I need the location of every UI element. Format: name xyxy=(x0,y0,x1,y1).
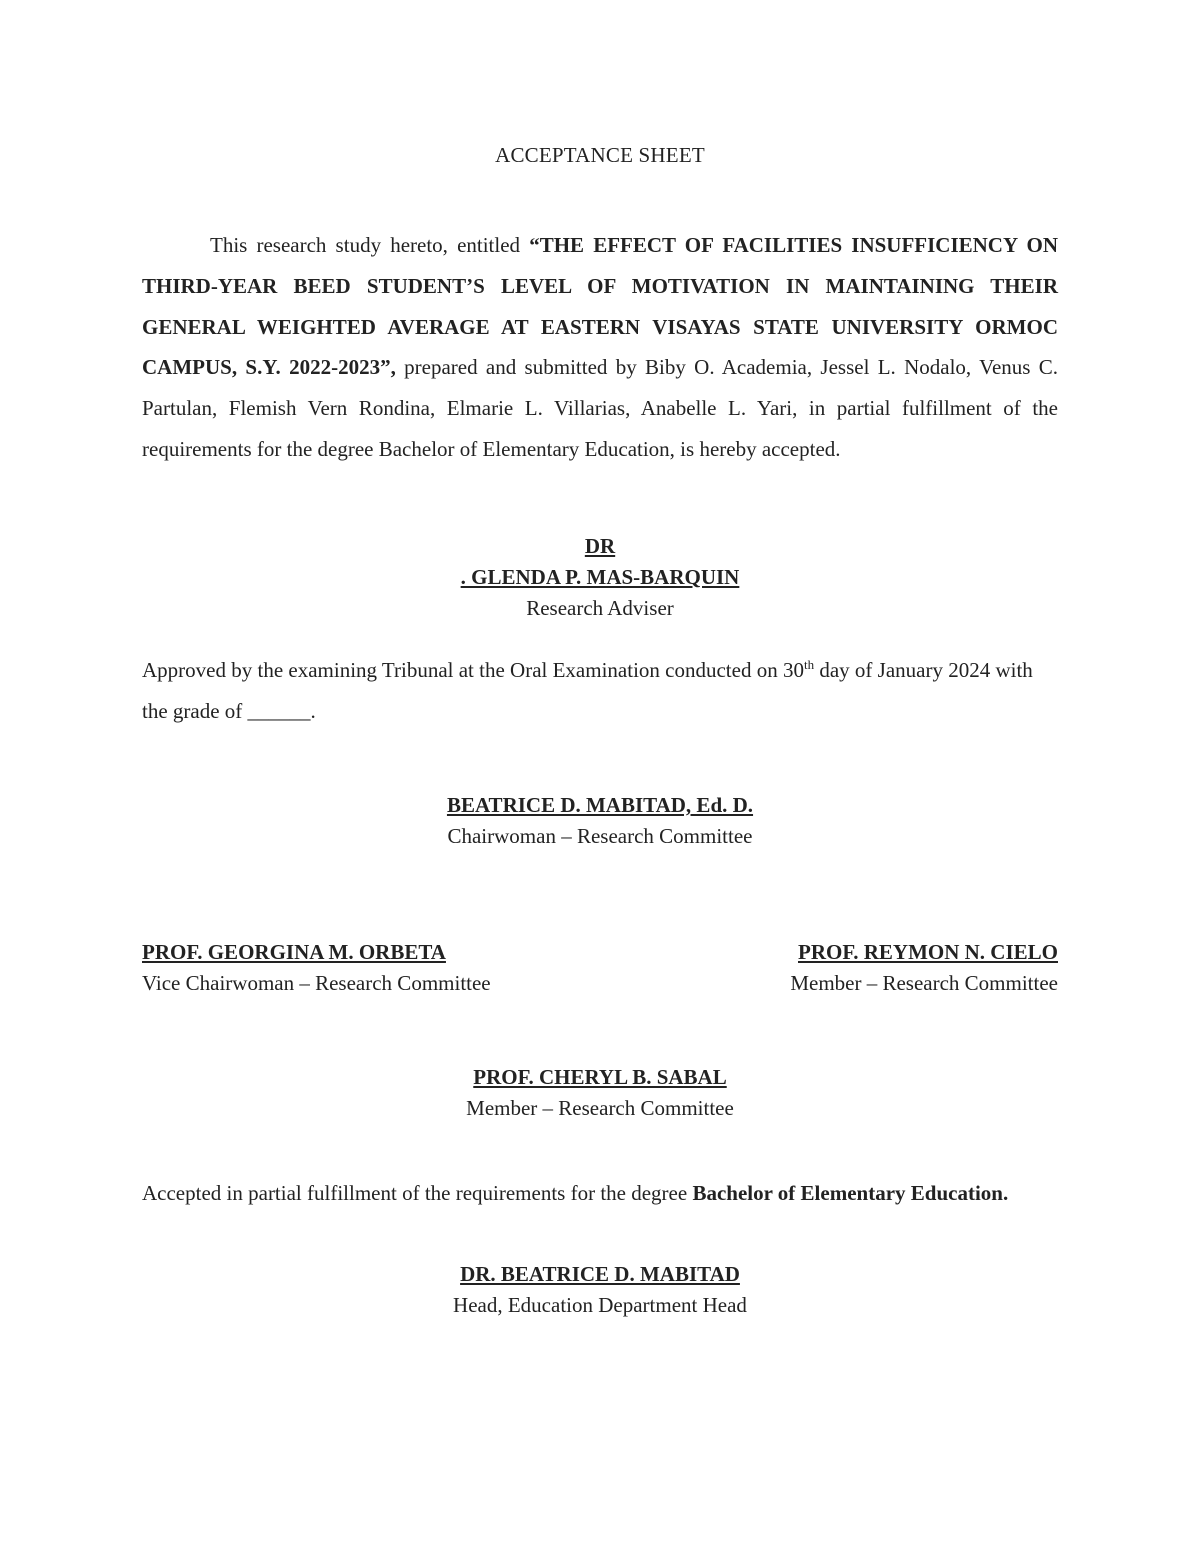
member-name-2: PROF. CHERYL B. SABAL xyxy=(473,1065,727,1089)
member-role: Member – Research Committee xyxy=(790,971,1058,995)
member-role-2: Member – Research Committee xyxy=(466,1096,734,1120)
approval-text-before: Approved by the examining Tribunal at the Oral Examination conducted on 30 xyxy=(142,658,804,682)
member-signature-block-2 xyxy=(0,1062,1200,1124)
grade-blank: ______ xyxy=(247,698,311,723)
statement-lead: This research study hereto, entitled xyxy=(210,233,530,257)
chairwoman-role: Chairwoman – Research Committee xyxy=(447,824,753,848)
page-title: ACCEPTANCE SHEET xyxy=(495,143,705,167)
vice-chairwoman-name: PROF. GEORGINA M. ORBETA xyxy=(142,940,446,964)
department-head-name: DR. BEATRICE D. MABITAD xyxy=(460,1262,740,1286)
acceptance-statement xyxy=(142,225,1058,470)
vice-chairwoman-signature-block xyxy=(142,937,491,999)
fulfillment-text: Accepted in partial fulfillment of the requirements for the degree xyxy=(142,1181,693,1205)
date-superscript: th xyxy=(803,657,815,672)
member-signature-block xyxy=(790,937,1058,999)
member-name: PROF. REYMON N. CIELO xyxy=(798,940,1058,964)
adviser-role: Research Adviser xyxy=(526,596,674,620)
acceptance-fulfillment-statement xyxy=(142,1173,1058,1214)
department-head-role: Head, Education Department Head xyxy=(453,1293,747,1317)
adviser-signature-block xyxy=(0,531,1200,624)
chairwoman-name: BEATRICE D. MABITAD, Ed. D. xyxy=(446,793,754,817)
adviser-name-line2: . GLENDA P. MAS-BARQUIN xyxy=(460,565,740,589)
degree-name: Bachelor of Elementary Education. xyxy=(692,1181,1009,1205)
approval-text-after: day of January 2024 with the grade of xyxy=(142,658,1033,723)
adviser-name-line1: DR xyxy=(584,534,616,558)
vice-chairwoman-role: Vice Chairwoman – Research Committee xyxy=(142,971,491,995)
study-title: “THE EFFECT OF FACILITIES INSUFFICIENCY ON THIRD-YEAR BEED STUDENT’S LEVEL OF MOTIVATION IN MAINTAINING THEIR GENERAL WEIGHTED AVERAGE AT EASTERN VISAYAS STATE UNIVERSITY ORMOC CAMPUS, S.Y. 2022-2023”, xyxy=(142,233,1058,380)
department-head-signature-block xyxy=(0,1259,1200,1321)
approval-statement xyxy=(142,650,1058,732)
approval-period: . xyxy=(310,698,316,723)
chairwoman-signature-block xyxy=(0,790,1200,852)
statement-rest: prepared and submitted by Biby O. Academia, Jessel L. Nodalo, Venus C. Partulan, Flemish Vern Rondina, Elmarie L. Villarias, Anabelle L. Yari, in partial fulfillment of the requirements for the degree Bachelor of Elementary Education, is hereby accepted. xyxy=(142,355,1058,461)
